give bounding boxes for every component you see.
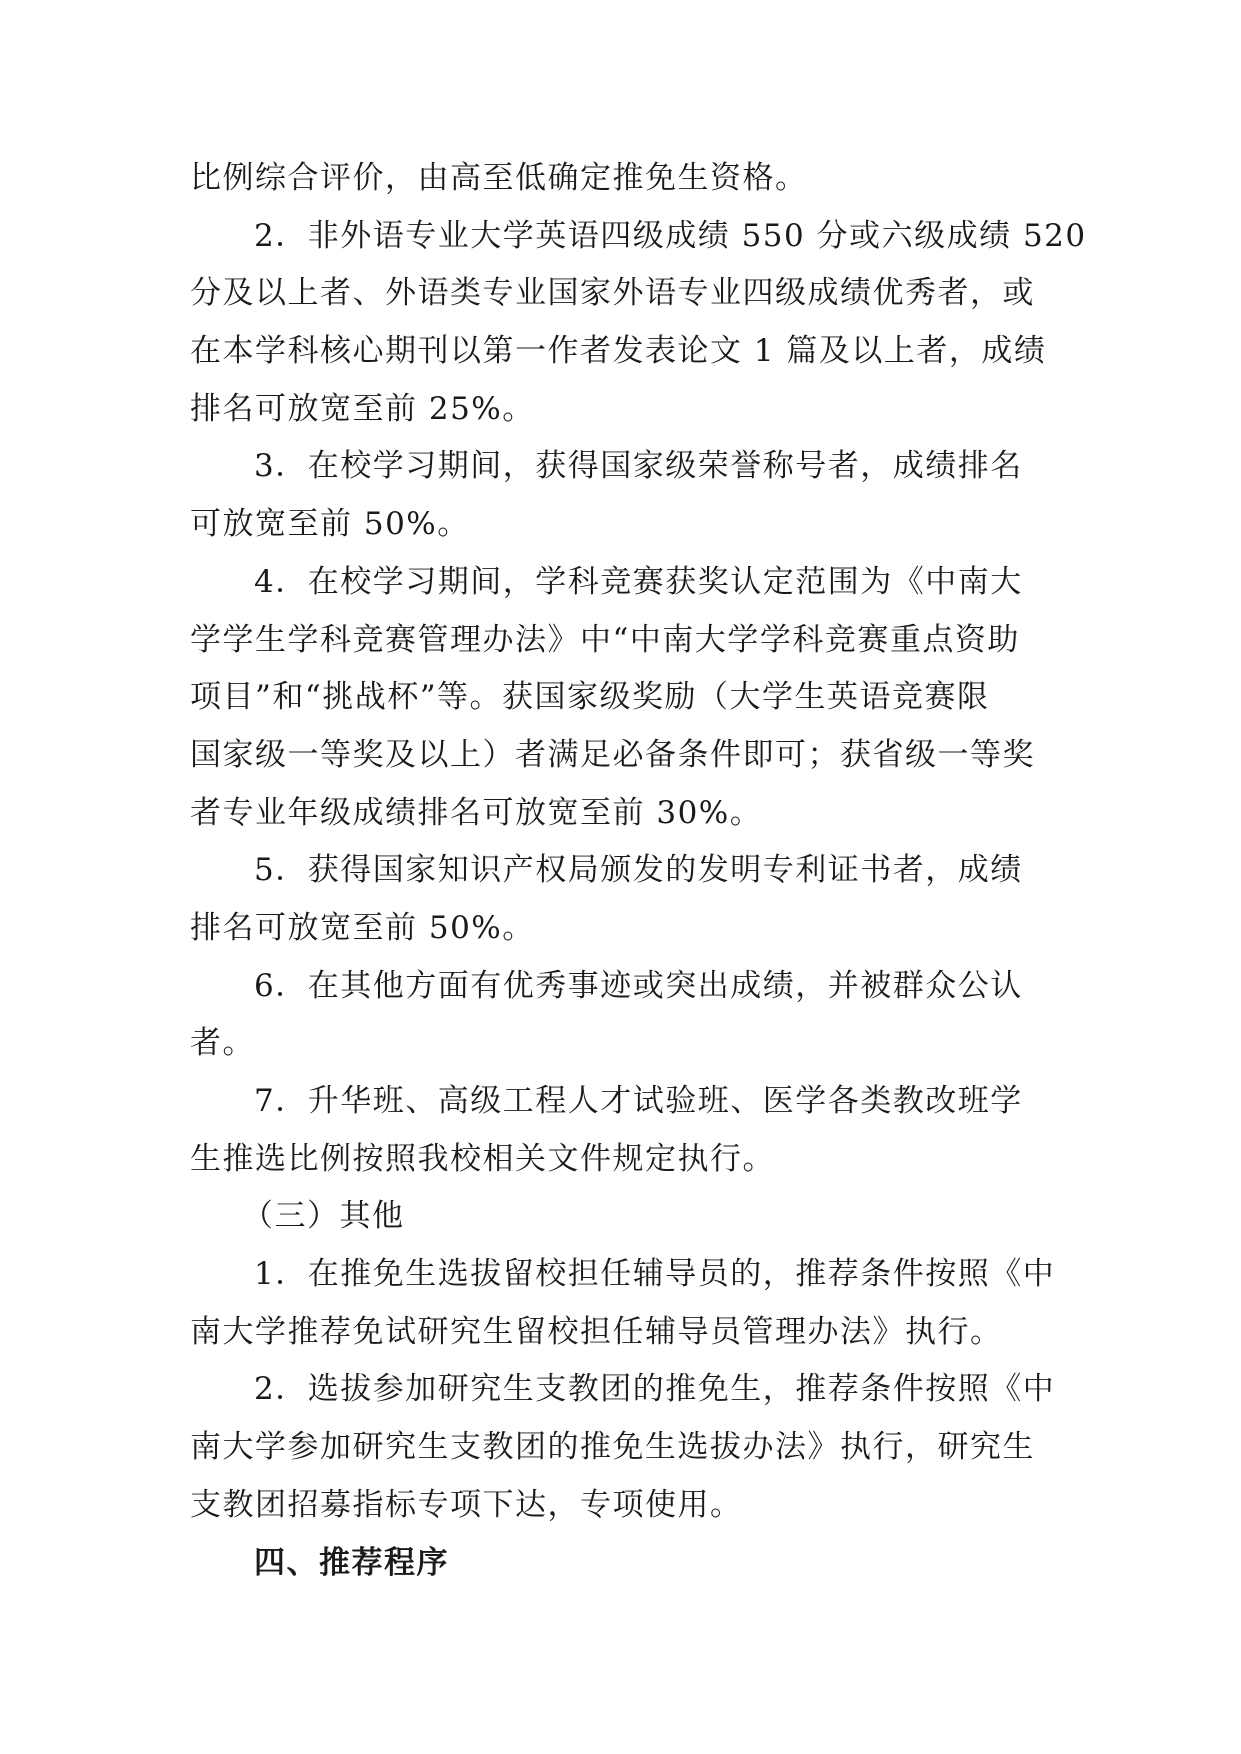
text-line: 者。 [190, 1025, 255, 1062]
text-line: 1．在推免生选拔留校担任辅导员的，推荐条件按照《中 [254, 1256, 1056, 1293]
text-line: 国家级一等奖及以上）者满足必备条件即可；获省级一等奖 [190, 736, 1035, 773]
text-line: 排名可放宽至前 25%。 [190, 390, 535, 427]
section-subheading: （三）其他 [242, 1198, 405, 1235]
text-line: 6．在其他方面有优秀事迹或突出成绩，并被群众公认 [254, 967, 1023, 1004]
text-line: 3．在校学习期间，获得国家级荣誉称号者，成绩排名 [254, 448, 1023, 485]
text-line: 比例综合评价，由高至低确定推免生资格。 [190, 160, 808, 196]
text-line: 2．非外语专业大学英语四级成绩 550 分或六级成绩 520 [254, 217, 1087, 254]
text-line: 南大学参加研究生支教团的推免生选拔办法》执行，研究生 [190, 1429, 1035, 1466]
text-line: 2．选拔参加研究生支教团的推免生，推荐条件按照《中 [254, 1371, 1056, 1408]
text-line: 5．获得国家知识产权局颁发的发明专利证书者，成绩 [254, 852, 1023, 889]
text-line: 排名可放宽至前 50%。 [190, 909, 535, 946]
text-line: 在本学科核心期刊以第一作者发表论文 1 篇及以上者，成绩 [190, 333, 1047, 370]
document-body [190, 150, 1087, 1592]
text-line: 4．在校学习期间，学科竞赛获奖认定范围为《中南大 [254, 563, 1023, 600]
text-line: 分及以上者、外语类专业国家外语专业四级成绩优秀者，或 [190, 275, 1035, 312]
text-line: 可放宽至前 50%。 [190, 506, 470, 543]
text-line: 学学生学科竞赛管理办法》中“中南大学学科竞赛重点资助 [190, 621, 1020, 658]
text-line: 南大学推荐免试研究生留校担任辅导员管理办法》执行。 [190, 1313, 1003, 1350]
text-line: 7．升华班、高级工程人才试验班、医学各类教改班学 [254, 1083, 1023, 1119]
text-line: 支教团招募指标专项下达，专项使用。 [190, 1486, 743, 1523]
section-heading: 四、推荐程序 [254, 1544, 449, 1581]
text-line: 生推选比例按照我校相关文件规定执行。 [190, 1140, 775, 1177]
text-line: 者专业年级成绩排名可放宽至前 30%。 [190, 794, 763, 831]
text-line: 项目”和“挑战杯”等。获国家级奖励（大学生英语竞赛限 [190, 679, 990, 716]
